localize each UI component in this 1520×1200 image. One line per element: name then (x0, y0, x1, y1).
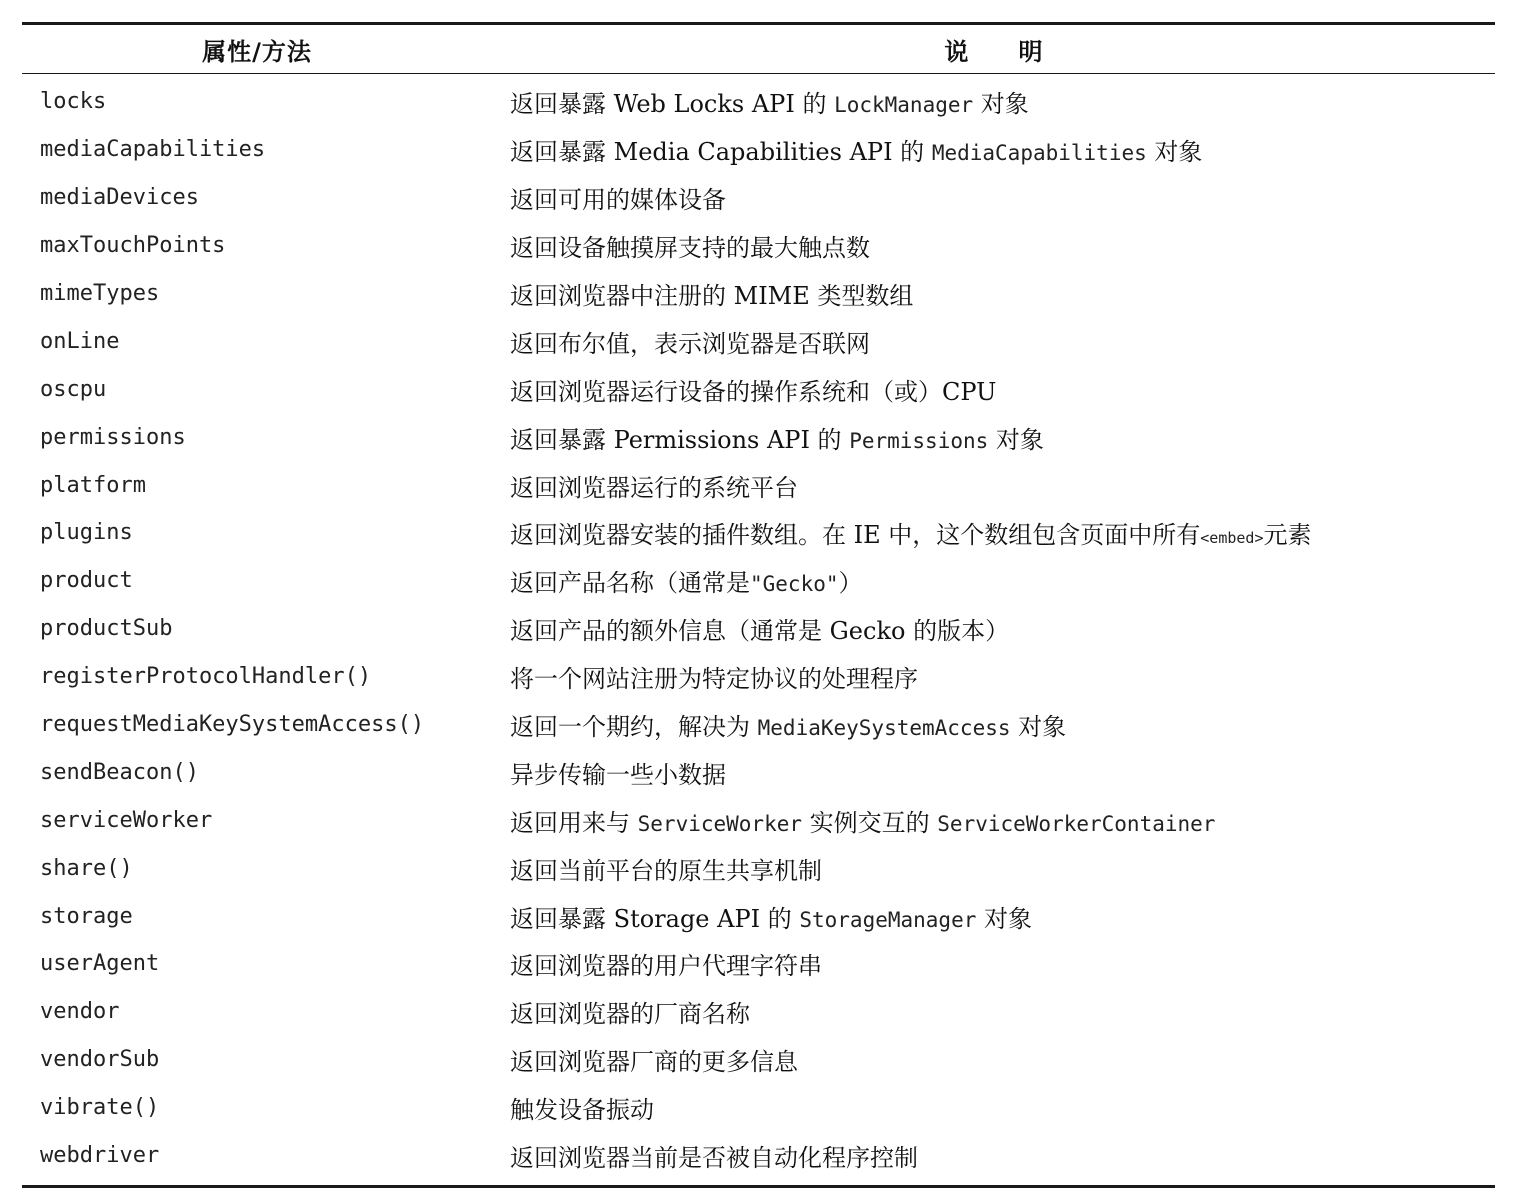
property-name: storage (40, 903, 133, 929)
text-fragment: 返回浏览器的用户代理字符串 (510, 952, 822, 981)
property-name: vendorSub (40, 1047, 160, 1073)
property-description (492, 1090, 1495, 1125)
text-fragment: 返回布尔值，表示浏览器是否联网 (510, 329, 870, 358)
table-row (22, 748, 1495, 796)
property-name: platform (40, 472, 146, 498)
property-description (492, 946, 1495, 981)
code-fragment: LockManager (834, 93, 974, 118)
property-name: locks (40, 89, 107, 115)
table-row (22, 796, 1495, 844)
code-fragment: StorageManager (799, 907, 977, 932)
property-name: serviceWorker (40, 807, 213, 833)
table-row (22, 78, 1495, 126)
property-name: registerProtocolHandler() (40, 664, 372, 690)
property-name: maxTouchPoints (40, 233, 226, 259)
code-fragment: MediaCapabilities (931, 141, 1147, 166)
property-description (492, 372, 1495, 407)
table-row (22, 509, 1495, 557)
property-description (492, 132, 1495, 167)
code-fragment: Permissions (849, 428, 989, 453)
text-fragment: 异步传输一些小数据 (510, 760, 726, 789)
header-property-method: 属性/方法 (202, 37, 312, 66)
property-name: mimeTypes (40, 281, 160, 306)
text-fragment: 返回设备触摸屏支持的最大触点数 (510, 234, 870, 263)
table-row (22, 892, 1495, 940)
text-fragment: 对象 (1146, 138, 1203, 167)
text-fragment: 返回一个期约，解决为 (510, 713, 758, 742)
table-row (22, 1132, 1495, 1180)
text-fragment: 返回浏览器当前是否被自动化程序控制 (510, 1144, 918, 1173)
property-name: vendor (40, 999, 120, 1025)
table-body (22, 74, 1495, 1179)
property-description (492, 803, 1495, 838)
property-description (492, 468, 1495, 503)
property-description (492, 707, 1495, 742)
property-description (492, 611, 1495, 646)
table-row (22, 605, 1495, 653)
table-bottom-rule (22, 1185, 1495, 1188)
property-description (492, 899, 1495, 934)
text-fragment: 返回浏览器的厂商名称 (510, 1000, 750, 1029)
text-fragment: 对象 (973, 90, 1029, 119)
text-fragment: 返回暴露 Media Capabilities API 的 (510, 138, 932, 167)
property-description (492, 324, 1495, 359)
property-description (492, 755, 1495, 790)
property-description (492, 420, 1495, 455)
property-description (492, 563, 1495, 598)
text-fragment: 实例交互的 (802, 808, 938, 837)
property-name: share() (40, 855, 133, 881)
property-name: product (40, 568, 133, 594)
code-fragment: "Gecko" (750, 572, 839, 597)
table-row (22, 653, 1495, 701)
property-name: mediaDevices (40, 185, 199, 211)
property-name: sendBeacon() (40, 759, 199, 785)
property-description (492, 1042, 1495, 1077)
text-fragment: 返回浏览器厂商的更多信息 (510, 1048, 798, 1077)
text-fragment: 返回产品名称（通常是 (510, 569, 750, 598)
table-row (22, 1084, 1495, 1132)
code-fragment: MediaKeySystemAccess (757, 716, 1011, 741)
text-fragment: 返回暴露 Web Locks API 的 (510, 90, 835, 119)
property-description (492, 994, 1495, 1029)
code-fragment: ServiceWorkerContainer (937, 811, 1216, 836)
property-description (492, 1138, 1495, 1173)
text-fragment: 返回浏览器运行的系统平台 (510, 473, 798, 502)
table-row (22, 940, 1495, 988)
text-fragment: 返回当前平台的原生共享机制 (510, 856, 822, 885)
property-name: productSub (40, 616, 173, 642)
table-row (22, 222, 1495, 270)
property-description (492, 659, 1495, 694)
table-row (22, 365, 1495, 413)
property-name: vibrate() (40, 1095, 160, 1121)
property-description (492, 276, 1495, 311)
property-name: mediaCapabilities (40, 137, 266, 163)
text-fragment: 返回产品的额外信息（通常是 Gecko 的版本） (510, 617, 1010, 646)
property-name: webdriver (40, 1143, 160, 1169)
property-name: permissions (40, 424, 186, 450)
navigator-properties-table (22, 22, 1495, 1188)
table-row (22, 270, 1495, 318)
table-row (22, 557, 1495, 605)
table-row (22, 126, 1495, 174)
property-name: oscpu (40, 376, 107, 402)
property-description (492, 84, 1495, 119)
text-fragment: 返回暴露 Permissions API 的 (510, 425, 850, 454)
table-row (22, 413, 1495, 461)
property-name: onLine (40, 328, 120, 354)
property-name: plugins (40, 520, 133, 546)
text-fragment: 对象 (1010, 713, 1067, 742)
property-description (492, 228, 1495, 263)
code-fragment: ServiceWorker (637, 811, 803, 836)
text-fragment: 返回浏览器安装的插件数组。在 IE 中，这个数组包含页面中所有 (510, 521, 1201, 550)
text-fragment: 返回暴露 Storage API 的 (510, 904, 800, 933)
property-name: requestMediaKeySystemAccess() (40, 712, 425, 738)
property-description (492, 851, 1495, 886)
property-description (492, 515, 1495, 550)
text-fragment: 元素 (1263, 521, 1312, 550)
text-fragment: 将一个网站注册为特定协议的处理程序 (510, 665, 918, 694)
property-description (492, 180, 1495, 215)
table-row (22, 701, 1495, 749)
text-fragment: 触发设备振动 (510, 1096, 654, 1125)
text-fragment: 返回浏览器运行设备的操作系统和（或）CPU (510, 377, 997, 406)
text-fragment: 返回可用的媒体设备 (510, 186, 726, 215)
table-row (22, 844, 1495, 892)
table-header (22, 25, 1495, 73)
text-fragment: 返回浏览器中注册的 MIME 类型数组 (510, 282, 914, 310)
text-fragment: 返回用来与 (510, 808, 638, 837)
table-row (22, 317, 1495, 365)
header-description: 说 明 (944, 37, 1043, 66)
text-fragment: 对象 (976, 904, 1033, 933)
table-row (22, 461, 1495, 509)
code-fragment: <embed> (1200, 529, 1264, 548)
table-row (22, 988, 1495, 1036)
text-fragment: 对象 (988, 425, 1044, 454)
property-name: userAgent (40, 951, 160, 977)
text-fragment: ） (838, 569, 863, 598)
table-row (22, 174, 1495, 222)
table-row (22, 1036, 1495, 1084)
